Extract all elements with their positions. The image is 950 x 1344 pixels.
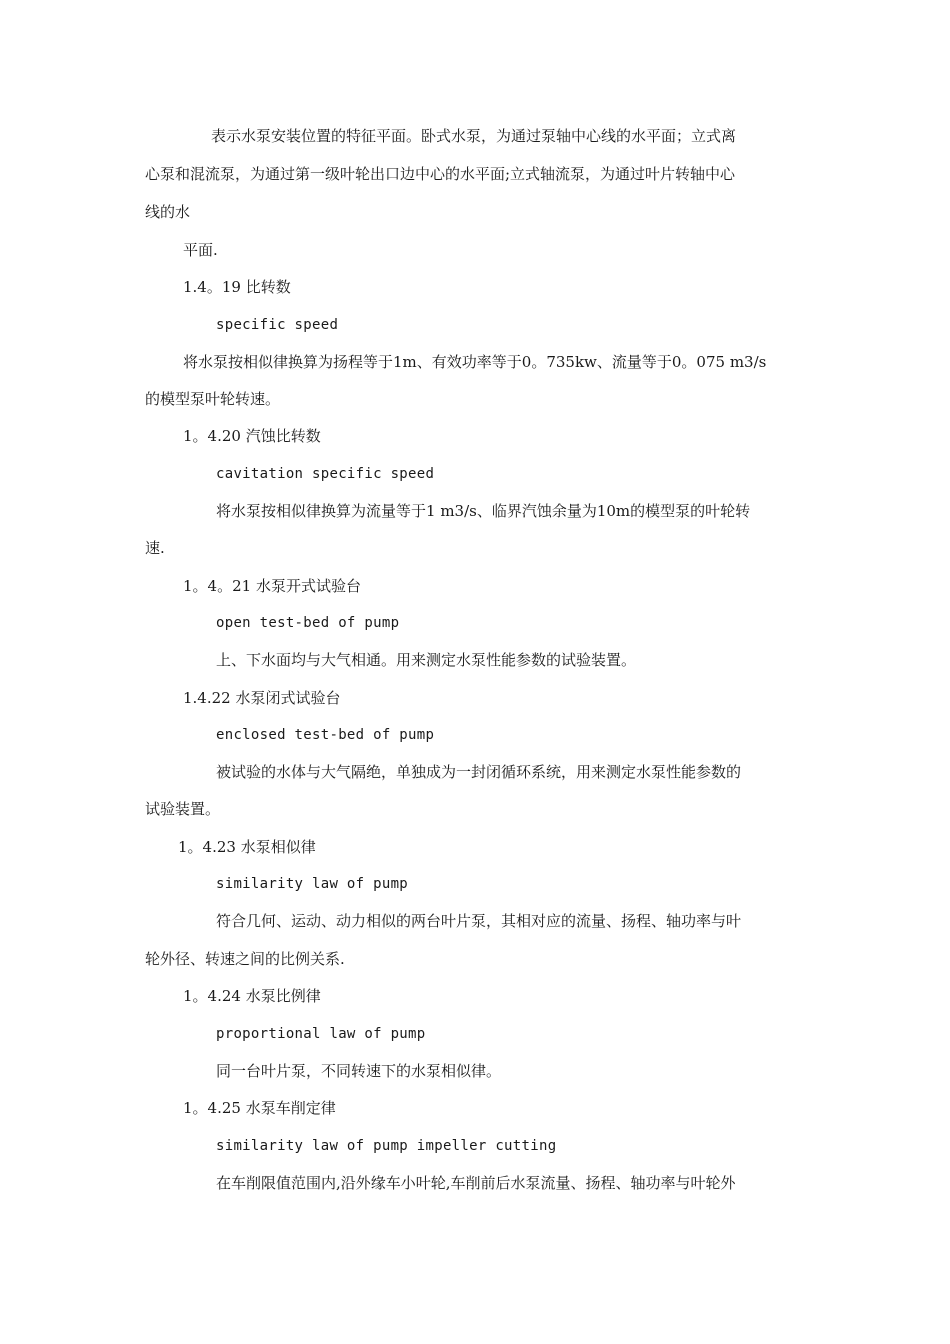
paragraph-line: 心泵和混流泵，为通过第一级叶轮出口边中心的水平面;立式轴流泵，为通过叶片转轴中心 (145, 165, 736, 183)
section-heading-1-4-25: 1。4.25 水泵车削定律 (183, 1099, 336, 1117)
paragraph-line: 符合几何、运动、动力相似的两台叶片泵，其相对应的流量、扬程、轴功率与叶 (216, 912, 742, 930)
paragraph-line: 平面. (183, 241, 218, 259)
section-heading-1-4-20: 1。4.20 汽蚀比转数 (183, 427, 321, 445)
paragraph-line: 在车削限值范围内,沿外缘车小叶轮,车削前后水泵流量、扬程、轴功率与叶轮外 (216, 1174, 736, 1192)
english-term: similarity law of pump (216, 876, 409, 892)
section-heading-1-4-21: 1。4。21 水泵开式试验台 (183, 577, 361, 595)
paragraph-line: 上、下水面均与大气相通。用来测定水泵性能参数的试验装置。 (216, 651, 637, 669)
paragraph-line: 速. (145, 539, 165, 557)
section-heading-1-4-22: 1.4.22 水泵闭式试验台 (183, 689, 341, 707)
english-term: proportional law of pump (216, 1026, 426, 1042)
paragraph-line: 将水泵按相似律换算为流量等于1 m3/s、临界汽蚀余量为10m的模型泵的叶轮转 (216, 502, 751, 520)
english-term: specific speed (216, 317, 339, 333)
english-term: cavitation specific speed (216, 466, 435, 482)
english-term: enclosed test-bed of pump (216, 727, 435, 743)
section-heading-1-4-23: 1。4.23 水泵相似律 (178, 838, 316, 856)
paragraph-line: 试验装置。 (145, 800, 221, 818)
paragraph-line: 同一台叶片泵，不同转速下的水泵相似律。 (216, 1062, 502, 1080)
paragraph-line: 轮外径、转速之间的比例关系. (145, 950, 345, 968)
section-heading-1-4-19: 1.4。19 比转数 (183, 278, 291, 296)
paragraph-line: 被试验的水体与大气隔绝，单独成为一封闭循环系统，用来测定水泵性能参数的 (216, 763, 742, 781)
paragraph-line: 将水泵按相似律换算为扬程等于1m、有效功率等于0。735kw、流量等于0。075 m3/s (183, 353, 767, 371)
paragraph-line: 表示水泵安装位置的特征平面。卧式水泵，为通过泵轴中心线的水平面；立式离 (211, 127, 737, 145)
english-term: open test-bed of pump (216, 615, 400, 631)
paragraph-line: 线的水 (145, 203, 191, 221)
english-term: similarity law of pump impeller cutting (216, 1138, 557, 1154)
section-heading-1-4-24: 1。4.24 水泵比例律 (183, 987, 321, 1005)
paragraph-line: 的模型泵叶轮转速。 (145, 390, 281, 408)
